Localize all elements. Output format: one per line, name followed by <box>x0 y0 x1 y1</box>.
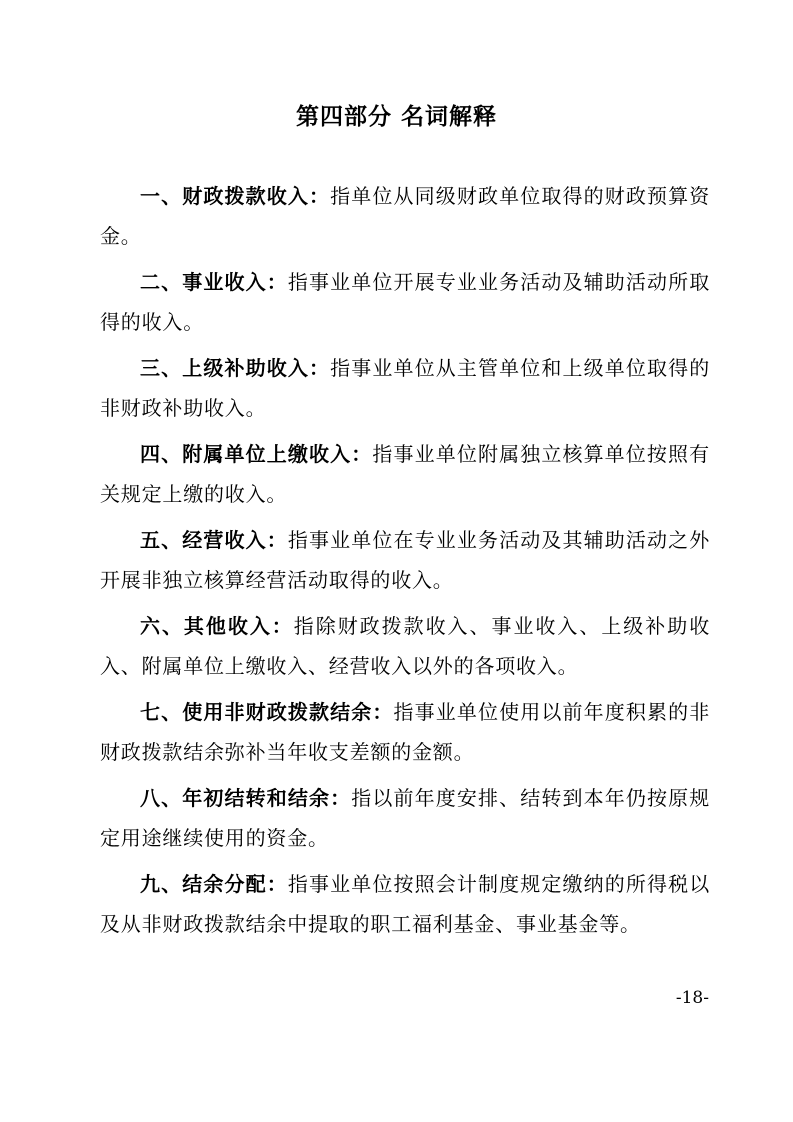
glossary-item <box>100 692 710 772</box>
glossary-term: 三、上级补助收入： <box>140 356 331 380</box>
glossary-definition: 指以前年度安排、结转到本年仍按原规定用途继续使用的资金。 <box>100 786 710 850</box>
glossary-item <box>100 348 710 428</box>
page-title: 第四部分 名词解释 <box>295 103 497 130</box>
glossary-definition: 指除财政拨款收入、事业收入、上级补助收入、附属单位上缴收入、经营收入以外的各项收入。 <box>100 614 710 678</box>
glossary-term: 九、结余分配： <box>140 872 288 896</box>
glossary-definition: 指事业单位使用以前年度积累的非财政拨款结余弥补当年收支差额的金额。 <box>100 700 711 764</box>
glossary-definition: 指事业单位从主管单位和上级单位取得的非财政补助收入。 <box>100 356 710 420</box>
glossary-term: 四、附属单位上缴收入： <box>140 442 373 466</box>
glossary-definition: 指单位从同级财政单位取得的财政预算资金。 <box>100 184 710 248</box>
glossary-definition: 指事业单位开展专业业务活动及辅助活动所取得的收入。 <box>100 270 710 334</box>
glossary-item <box>100 434 710 514</box>
glossary-term: 五、经营收入： <box>140 528 288 552</box>
glossary-definition: 指事业单位在专业业务活动及其辅助活动之外开展非独立核算经营活动取得的收入。 <box>100 528 710 592</box>
glossary-item <box>100 864 710 944</box>
glossary-definition: 指事业单位附属独立核算单位按照有关规定上缴的收入。 <box>100 442 710 506</box>
glossary-term: 二、事业收入： <box>140 270 288 294</box>
page-number: -18- <box>675 988 709 1008</box>
glossary-term: 一、财政拨款收入： <box>140 184 331 208</box>
glossary-item <box>100 520 710 600</box>
glossary-term: 八、年初结转和结余： <box>140 786 352 810</box>
glossary-item <box>100 176 710 256</box>
glossary-item <box>100 606 710 686</box>
glossary-item <box>100 778 710 858</box>
glossary-definition: 指事业单位按照会计制度规定缴纳的所得税以及从非财政拨款结余中提取的职工福利基金、事业基金等。 <box>100 872 710 936</box>
glossary-term: 六、其他收入： <box>140 614 294 638</box>
glossary-body <box>100 176 710 950</box>
glossary-term: 七、使用非财政拨款结余： <box>140 700 394 724</box>
glossary-item <box>100 262 710 342</box>
